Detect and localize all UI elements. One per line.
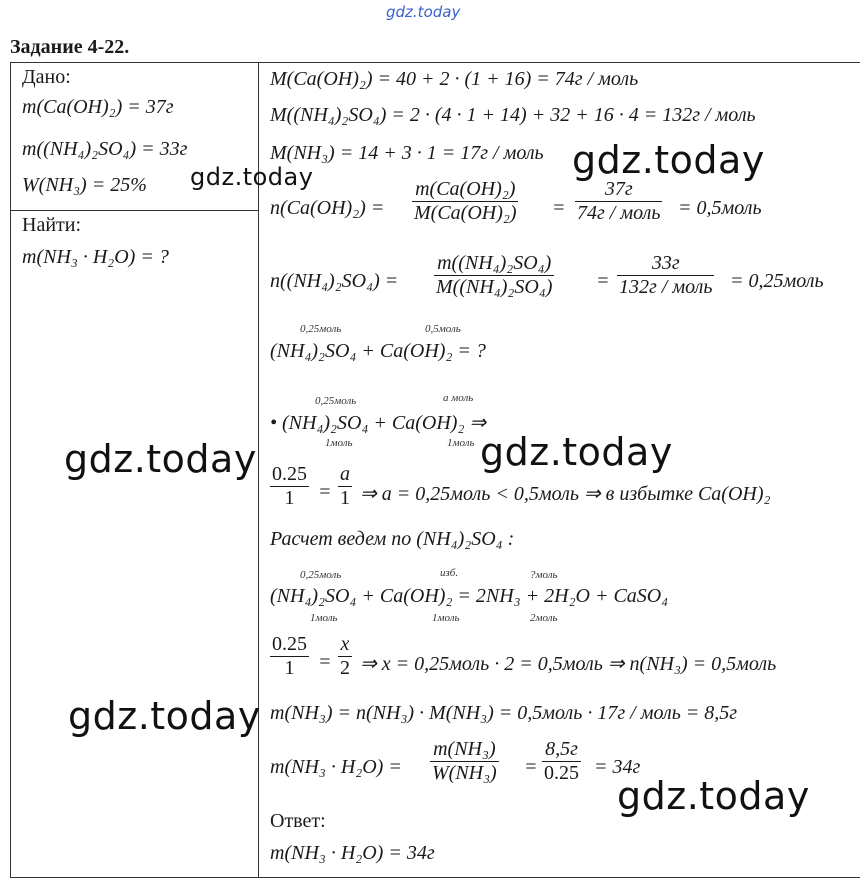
mass-nh3-calculation: m(NH₃) = n(NH₃) · M(NH₃) = 0,5моль · 17г / моль = 8,5г xyxy=(270,702,738,724)
fraction-33-over-132 xyxy=(617,252,714,299)
denominator: 1 xyxy=(284,487,295,509)
equals-sign: = xyxy=(552,197,566,219)
molar-mass-nh3: M(NH₃) = 14 + 3 · 1 = 17г / моль xyxy=(270,142,544,164)
numerator: 0.25 xyxy=(272,463,307,485)
fraction-0.25-over-1 xyxy=(270,463,309,510)
watermark-top: gdz.today xyxy=(386,3,461,21)
numerator: 37г xyxy=(604,178,633,200)
given-item: m((NH₄)₂SO₄) = 33г xyxy=(22,138,188,160)
calculation-note: Расчет ведем по (NH₄)₂SO₄ : xyxy=(270,528,515,550)
n-caoh2-result: = 0,5моль xyxy=(678,197,762,219)
denominator: 74г / моль xyxy=(577,202,661,224)
reaction-subscript: 1моль xyxy=(447,437,475,449)
reaction-annotation: ?моль xyxy=(530,569,558,581)
numerator: x xyxy=(340,633,350,655)
table-top-border xyxy=(10,62,860,63)
reaction-annotation: a моль xyxy=(443,392,474,404)
table-left-border xyxy=(10,62,11,877)
watermark: gdz.today xyxy=(68,694,261,738)
numerator: m(NH₃) xyxy=(433,738,496,760)
molar-mass-caoh2: M(Ca(OH)₂) = 40 + 2 · (1 + 16) = 74г / моль xyxy=(270,68,639,90)
equals-sign: = xyxy=(318,481,332,503)
n-nh4so4-result: = 0,25моль xyxy=(730,270,824,292)
table-bottom-border xyxy=(10,877,860,878)
reaction-subscript: 1моль xyxy=(310,612,338,624)
n-caoh2-lhs: n(Ca(OH)₂) = xyxy=(270,197,385,219)
numerator: 8,5г xyxy=(545,738,578,760)
task-title: Задание 4-22. xyxy=(10,36,130,58)
numerator: a xyxy=(340,463,350,485)
reaction-subscript: 1моль xyxy=(325,437,353,449)
denominator: 1 xyxy=(284,657,295,679)
reaction-annotation: 0,25моль xyxy=(315,395,357,407)
given-find-divider xyxy=(10,210,258,211)
fraction-m-over-W xyxy=(430,738,499,785)
excess-conclusion: ⇒ a = 0,25моль < 0,5моль ⇒ в избытке Ca(OH)₂ xyxy=(360,483,771,505)
molar-mass-nh4so4: M((NH₄)₂SO₄) = 2 · (4 · 1 + 14) + 32 + 16 · 4 = 132г / моль xyxy=(270,104,756,126)
watermark: gdz.today xyxy=(190,163,314,191)
fraction-37-over-74 xyxy=(575,178,662,225)
numerator: m((NH₄)₂SO₄) xyxy=(437,252,552,274)
amount-nh3-conclusion: ⇒ x = 0,25моль · 2 = 0,5моль ⇒ n(NH₃) = 0,5моль xyxy=(360,653,777,675)
reaction-equation-1: (NH₄)₂SO₄ + Ca(OH)₂ = ? xyxy=(270,340,486,362)
mass-solution-result: = 34г xyxy=(594,756,641,778)
denominator: 132г / моль xyxy=(619,276,713,298)
watermark: gdz.today xyxy=(617,774,810,818)
denominator: 1 xyxy=(340,487,350,509)
fraction-8.5-over-0.25 xyxy=(542,738,581,785)
given-item: m(Ca(OH)₂) = 37г xyxy=(22,96,174,118)
reaction-subscript: 1моль xyxy=(432,612,460,624)
fraction-x-over-2 xyxy=(338,633,352,680)
n-nh4so4-lhs: n((NH₄)₂SO₄) = xyxy=(270,270,399,292)
denominator: M((NH₄)₂SO₄) xyxy=(436,276,553,298)
reaction-annotation: 0,5моль xyxy=(425,323,461,335)
denominator: 2 xyxy=(340,657,350,679)
equals-sign: = xyxy=(318,651,332,673)
reaction-equation-3: (NH₄)₂SO₄ + Ca(OH)₂ = 2NH₃ + 2H₂O + CaSO₄ xyxy=(270,585,669,607)
equals-sign: = xyxy=(596,270,610,292)
denominator: 0.25 xyxy=(544,762,579,784)
reaction-equation-2: • (NH₄)₂SO₄ + Ca(OH)₂ ⇒ xyxy=(270,412,487,434)
equals-sign: = xyxy=(524,756,538,778)
find-item: m(NH₃ · H₂O) = ? xyxy=(22,246,169,268)
mass-solution-lhs: m(NH₃ · H₂O) = xyxy=(270,756,402,778)
reaction-annotation: изб. xyxy=(440,567,459,579)
fraction-m-over-M-nh4so4 xyxy=(434,252,554,299)
numerator: 33г xyxy=(651,252,680,274)
reaction-annotation: 0,25моль xyxy=(300,323,342,335)
answer-value: m(NH₃ · H₂O) = 34г xyxy=(270,842,435,864)
numerator: 0.25 xyxy=(272,633,307,655)
given-label: Дано: xyxy=(22,66,71,88)
given-item: W(NH₃) = 25% xyxy=(22,174,147,196)
fraction-a-over-1 xyxy=(338,463,352,510)
denominator: M(Ca(OH)₂) xyxy=(414,202,517,224)
watermark: gdz.today xyxy=(572,138,765,182)
reaction-subscript: 2моль xyxy=(530,612,558,624)
watermark: gdz.today xyxy=(480,430,673,474)
numerator: m(Ca(OH)₂) xyxy=(415,178,516,200)
denominator: W(NH₃) xyxy=(432,762,497,784)
watermark: gdz.today xyxy=(64,437,257,481)
reaction-annotation: 0,25моль xyxy=(300,569,342,581)
answer-label: Ответ: xyxy=(270,810,326,832)
fraction-m-over-M-caoh2 xyxy=(412,178,518,225)
find-label: Найти: xyxy=(22,214,82,236)
fraction-0.25-over-1 xyxy=(270,633,309,680)
